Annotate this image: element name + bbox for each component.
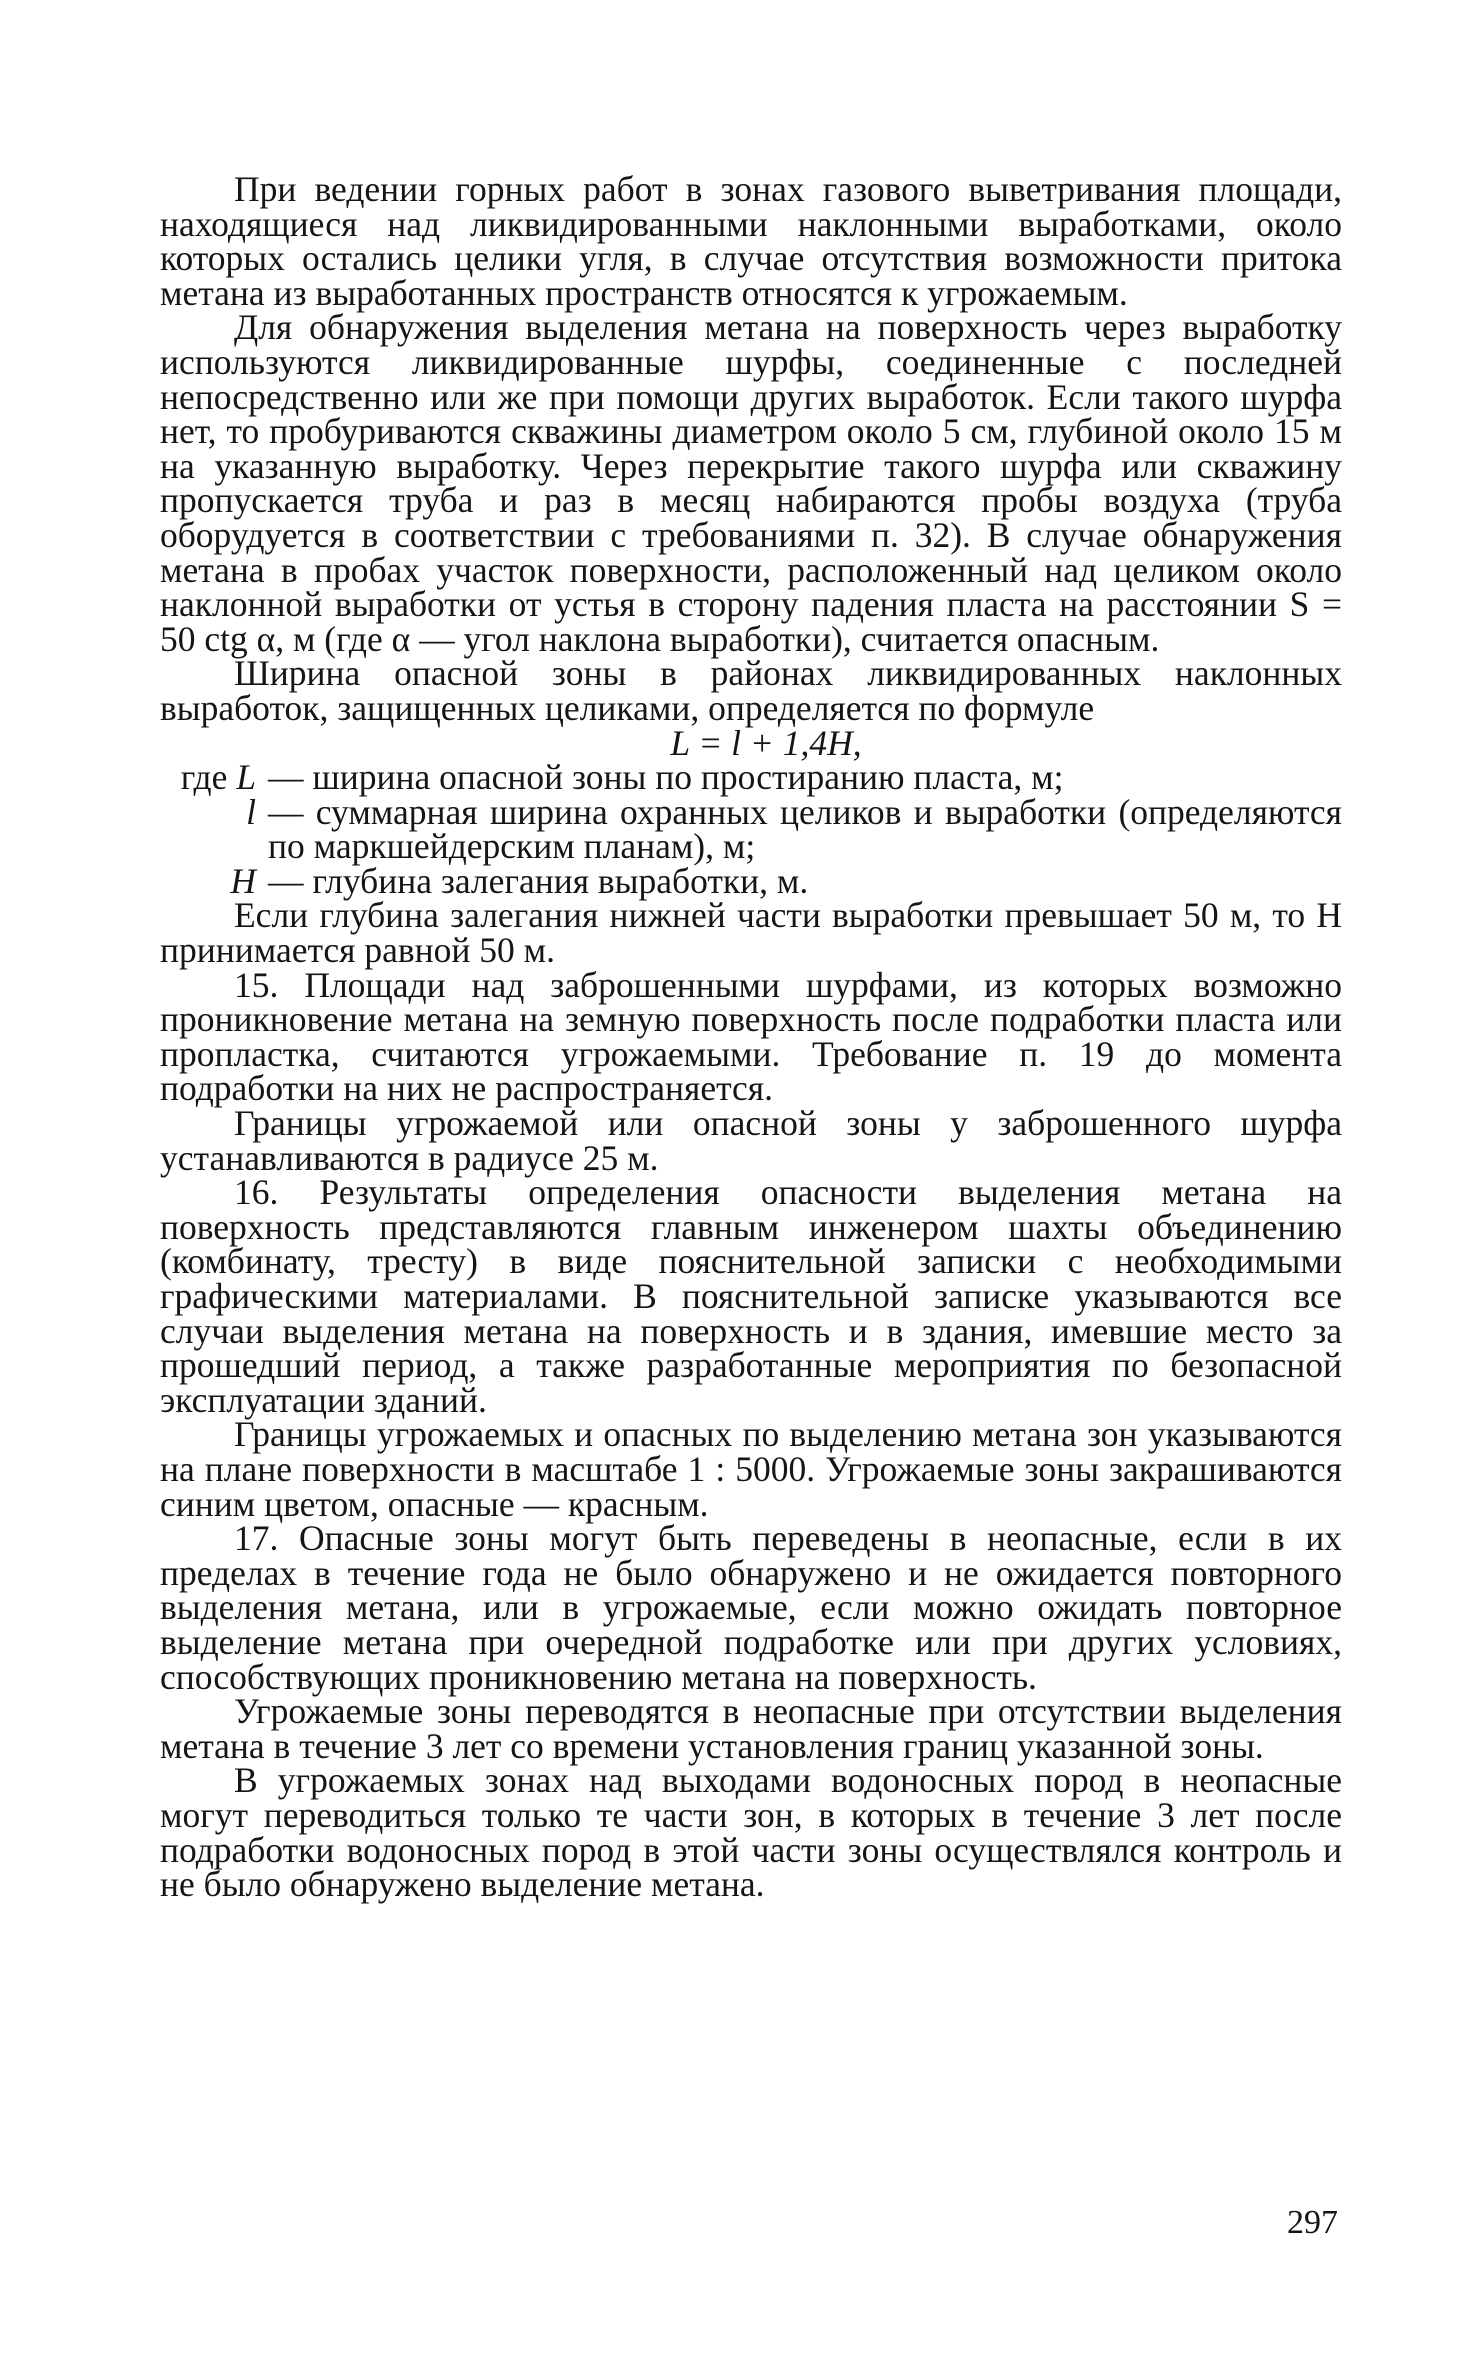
paragraph: Границы угрожаемых и опасных по выделению метана зон указываются на плане поверхности в масштабе 1 : 5000. Угрожаемые зоны закрашиваются синим цветом, опасные — красным. — [160, 1414, 1342, 1524]
legend-symbol: L — [236, 757, 256, 798]
legend-definition: — суммарная ширина охранных целиков и выработки (определяются по маркшейдерским планам), м; — [268, 791, 1342, 867]
paragraph: Ширина опасной зоны в районах ликвидированных наклонных выработок, защищенных целиками, определяется по формуле — [160, 653, 1342, 728]
formula-legend — [160, 757, 1342, 901]
paragraph: 16. Результаты определения опасности выделения метана на поверхность представляются главным инженером шахты объединению (комбинату, тресту) в виде пояснительной записки с необходимыми графическими материалами. В пояснительной записке указываются все случаи выделения метана на поверхность и в здания, имевшие место за прошедший период, а также разработанные мероприятия по безопасной эксплуатации зданий. — [160, 1172, 1342, 1420]
legend-definition: — глубина залегания выработки, м. — [268, 860, 809, 901]
paragraph: Для обнаружения выделения метана на поверхность через выработку используются ликвидированные шурфы, соединенные с последней непосредственно или же при помощи других выработок. Если такого шурфа нет, то пробуриваются скважины диаметром около 5 см, глубиной около 15 м на указанную выработку. Через перекрытие такого шурфа или скважину пропускается труба и раз в месяц набираются пробы воздуха (труба оборудуется в соответствии с требованиями п. 32). В случае обнаружения метана в пробах участок поверхности, расположенный над целиком около наклонной выработки от устья в сторону падения пласта на расстоянии S = 50 ctg α, м (где α — угол наклона выработки), считается опасным. — [160, 307, 1342, 659]
legend-symbol: l — [246, 791, 256, 832]
paragraph: Границы угрожаемой или опасной зоны у заброшенного шурфа устанавливаются в радиусе 25 м. — [160, 1103, 1342, 1178]
body-text — [160, 169, 1342, 1905]
legend-term — [160, 860, 268, 901]
legend-term — [160, 757, 268, 798]
page-number: 297 — [1287, 2204, 1338, 2241]
legend-where: где — [180, 757, 228, 798]
paragraph: 17. Опасные зоны могут быть переведены в неопасные, если в их пределах в течение года не было обнаружено и не ожидается повторного выделения метана, или в угрожаемые, если можно ожидать повторное выделение метана при очередной подработке или при других условиях, способствующих проникновению метана на поверхность. — [160, 1518, 1342, 1697]
paragraph: 15. Площади над заброшенными шурфами, из которых возможно проникновение метана на земную поверхность после подработки пласта или пропластка, считаются угрожаемыми. Требование п. 19 до момента подработки на них не распространяется. — [160, 964, 1342, 1109]
legend-term — [160, 791, 268, 864]
legend-row — [160, 757, 1342, 798]
legend-row — [160, 791, 1342, 867]
legend-symbol: H — [230, 860, 256, 901]
paragraph: Угрожаемые зоны переводятся в неопасные при отсутствии выделения метана в течение 3 лет со времени установления границ указанной зоны. — [160, 1691, 1342, 1766]
formula: L = l + 1,4H, — [670, 722, 862, 763]
legend-row — [160, 860, 1342, 901]
legend-definition: — ширина опасной зоны по простиранию пласта, м; — [268, 757, 1064, 798]
paragraph: При ведении горных работ в зонах газового выветривания площади, находящиеся над ликвидированными наклонными выработками, около которых остались целики угля, в случае отсутствия возможности притока метана из выработанных пространств относятся к угрожаемым. — [160, 169, 1342, 313]
paragraph: Если глубина залегания нижней части выработки превышает 50 м, то H принимается равной 50 м. — [160, 895, 1342, 971]
paragraph: В угрожаемых зонах над выходами водоносных пород в неопасные могут переводиться только те части зон, в которых в течение 3 лет после подработки водоносных пород в этой части зоны осуществлялся контроль и не было обнаружено выделение метана. — [160, 1760, 1342, 1905]
